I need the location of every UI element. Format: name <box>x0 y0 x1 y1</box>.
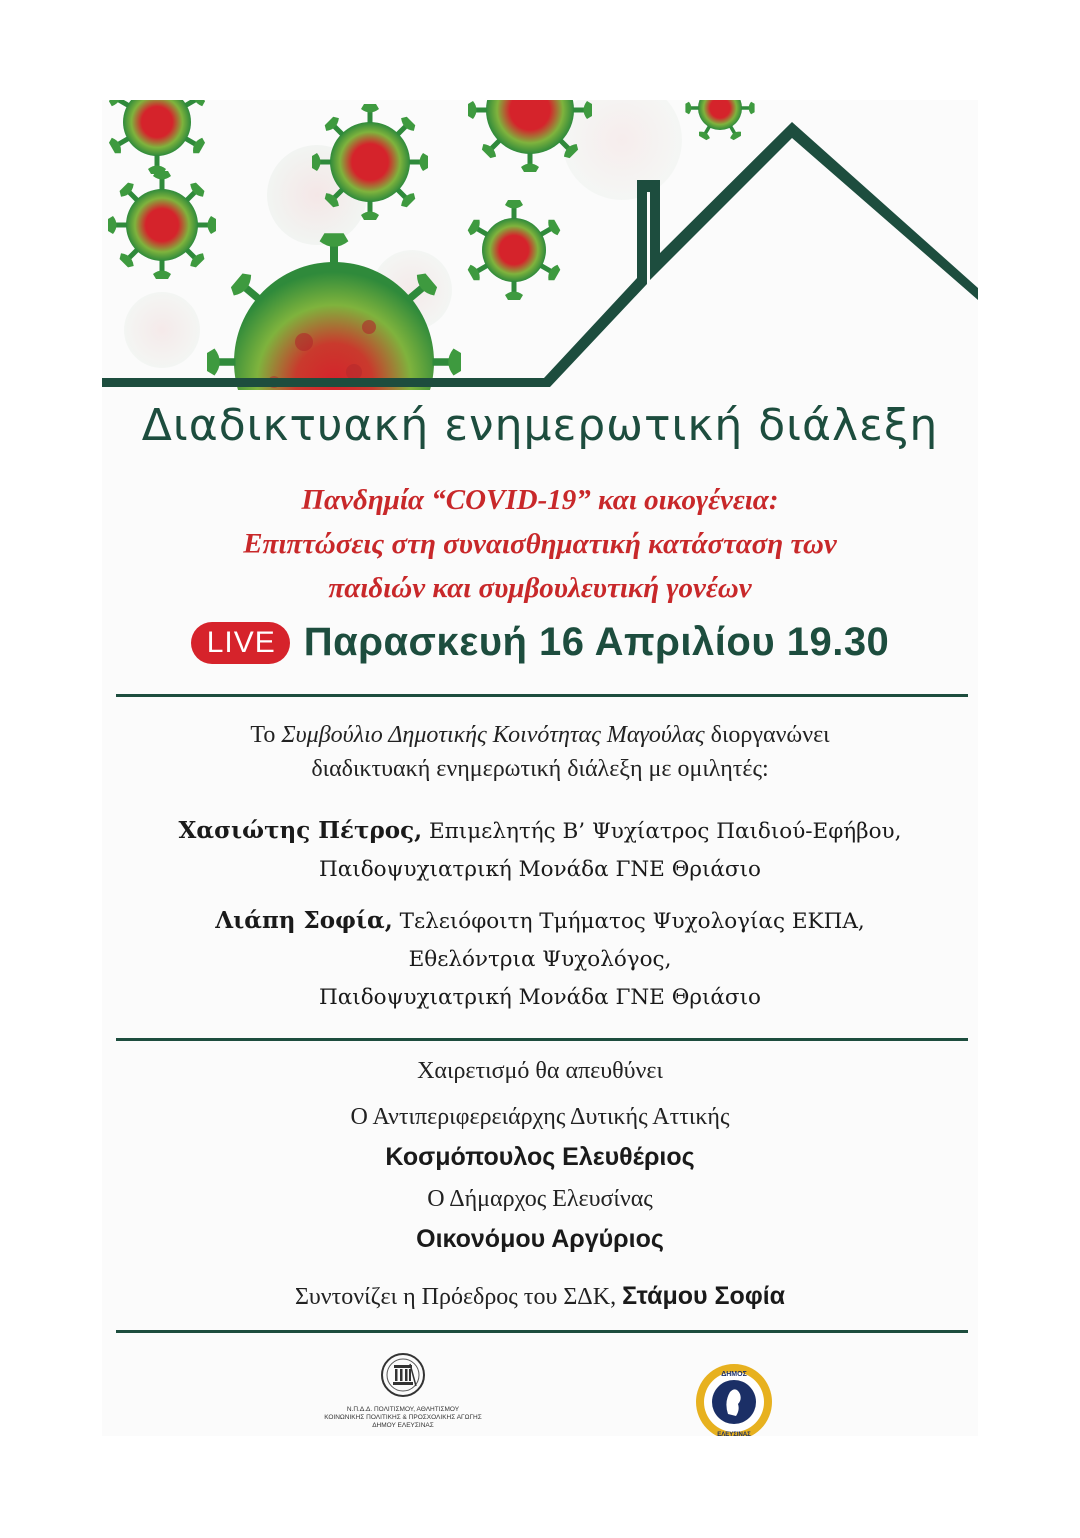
speaker-2: Λιάπη Σοφία, Τελειόφοιτη Τμήματος Ψυχολογίας ΕΚΠΑ, Εθελόντρια Ψυχολόγος, Παιδοψυχιατρική Μονάδα ΓΝΕ Θριάσιο <box>102 902 978 1017</box>
temple-logo-icon <box>380 1352 426 1398</box>
speaker-1: Χασιώτης Πέτρος, Επιμελητής Β’ Ψυχίατρος Παιδιού-Εφήβου, Παιδοψυχιατρική Μονάδα ΓΝΕ Θριάσιο <box>102 812 978 889</box>
poster <box>102 100 978 1436</box>
header-illustration <box>102 100 978 390</box>
speaker-name: Χασιώτης Πέτρος <box>178 817 415 844</box>
seal-bottom-text: ΕΛΕΥΣΙΝΑΣ <box>717 1432 751 1436</box>
official-2-name: Οικονόμου Αργύριος <box>416 1225 664 1253</box>
speaker-role: Επιμελητής Β’ Ψυχίατρος Παιδιού-Εφήβου, <box>428 819 902 844</box>
official-1-name: Κοσμόπουλος Ελευθέριος <box>385 1143 695 1171</box>
greeting-intro: Χαιρετισμό θα απευθύνει <box>417 1058 663 1084</box>
intro-prefix: Το <box>250 722 282 748</box>
subtitle <box>122 478 958 610</box>
npdd-logo <box>298 1352 508 1430</box>
intro-suffix: διοργανώνει <box>704 722 830 748</box>
subtitle-line: Πανδημία “COVID-19” και οικογένεια: <box>301 484 779 516</box>
intro-line2: διαδικτυακή ενημερωτική διάλεξη με ομιλητές: <box>311 756 769 782</box>
virus-icon <box>312 104 428 220</box>
speaker-affiliation: Παιδοψυχιατρική Μονάδα ΓΝΕ Θριάσιο <box>319 985 761 1010</box>
official-1-title: Ο Αντιπεριφερειάρχης Δυτικής Αττικής <box>350 1104 730 1130</box>
divider <box>116 694 968 697</box>
virus-icon <box>108 171 216 279</box>
virus-icon <box>107 100 206 174</box>
live-badge: LIVE <box>191 622 290 664</box>
divider <box>116 1038 968 1041</box>
virus-icon <box>685 100 754 141</box>
official-2-title: Ο Δήμαρχος Ελευσίνας <box>427 1186 653 1212</box>
speaker-role-line: Εθελόντρια Ψυχολόγος, <box>408 947 672 972</box>
moderator-prefix: Συντονίζει η Πρόεδρος του ΣΔΚ, <box>294 1284 623 1310</box>
event-datetime: Παρασκευή 16 Απριλίου 19.30 <box>303 620 890 664</box>
live-row <box>102 620 978 665</box>
municipality-logo <box>694 1362 774 1436</box>
moderator-name: Στάμου Σοφία <box>622 1282 786 1310</box>
subtitle-line: Επιπτώσεις στη συναισθηματική κατάσταση των <box>243 528 837 560</box>
organizer-name: Συμβούλιο Δημοτικής Κοινότητας Μαγούλας <box>281 722 705 748</box>
moderator-line <box>102 1282 978 1311</box>
seal-top-text: ΔΗΜΟΣ <box>721 1371 747 1378</box>
speaker-name: Λιάπη Σοφία <box>215 907 385 934</box>
speaker-affiliation: Παιδοψυχιατρική Μονάδα ΓΝΕ Θριάσιο <box>319 857 761 882</box>
subtitle-line: παιδιών και συμβουλευτική γονέων <box>328 572 752 604</box>
intro-text <box>102 718 978 786</box>
npdd-caption: Ν.Π.Δ.Δ. ΠΟΛΙΤΙΣΜΟΥ, ΑΘΛΗΤΙΣΜΟΥ ΚΟΙΝΩΝΙΚΗΣ ΠΟΛΙΤΙΚΗΣ & ΠΡΟΣΧΟΛΙΚΗΣ ΑΓΩΓΗΣ ΔΗΜΟΥ ΕΛΕΥΣΙΝΑΣ <box>324 1406 482 1429</box>
page-title: Διαδικτυακή ενημερωτική διάλεξη <box>141 400 939 451</box>
municipality-seal-icon <box>694 1362 774 1436</box>
virus-icon <box>466 200 562 300</box>
divider <box>116 1330 968 1333</box>
speaker-role: Τελειόφοιτη Τμήματος Ψυχολογίας ΕΚΠΑ, <box>399 909 865 934</box>
